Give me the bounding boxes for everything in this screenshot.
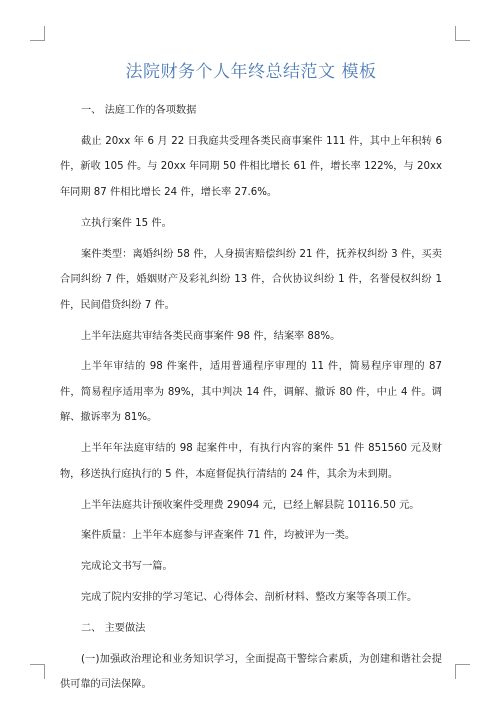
paragraph-case-types: 案件类型：离婚纠纷 58 件，人身损害赔偿纠纷 21 件，抚养权纠纷 3 件，买卖合同纠纷 7 件，婚姻财产及彩礼纠纷 13 件，合伙协议纠纷 1 件，名誉侵权纠纷 1 件，民间借贷纠纷 7 件。 <box>60 248 442 311</box>
document-body <box>60 60 442 703</box>
paragraph-fees: 上半年法庭共计预收案件受理费 29094 元，已经上解县院 10116.50 元。 <box>81 499 420 511</box>
paragraph-case-totals: 截止 20xx 年 6 月 22 日我庭共受理各类民商事案件 111 件，其中上年积转 6 件，新收 105 件。与 20xx 年同期 50 件相比增长 61 件，增长率 122%，与 20xx 年同期 87 件相比增长 24 件，增长率 27.6%。 <box>60 135 442 198</box>
corner-mark-bottom-right <box>455 664 470 679</box>
paragraph-thesis: 完成论文书写一篇。 <box>81 561 173 573</box>
paragraph-political-study: (一)加强政治理论和业务知识学习，全面提高干警综合素质，为创建和谐社会提供可靠的司法保障。 <box>60 653 442 691</box>
paragraph-case-quality: 案件质量：上半年本庭参与评查案件 71 件，均被评为一类。 <box>81 530 356 542</box>
corner-mark-bottom-left <box>30 664 45 679</box>
paragraph-closed-cases: 上半年法庭共审结各类民商事案件 98 件，结案率 88%。 <box>81 330 341 342</box>
corner-mark-top-left <box>30 26 45 41</box>
paragraph-study-work: 完成了院内安排的学习笔记、心得体会、剖析材料、整改方案等各项工作。 <box>81 591 418 603</box>
document-title: 法院财务个人年终总结范文 模板 <box>125 62 377 82</box>
section-heading-1: 一、 法庭工作的各项数据 <box>81 105 197 116</box>
section-heading-2: 二、 主要做法 <box>81 622 146 634</box>
corner-mark-top-right <box>455 26 470 41</box>
paragraph-execution-content: 上半年年法庭审结的 98 起案件中，有执行内容的案件 51 件 851560 元及财物，移送执行庭执行的 5 件，本庭督促执行清结的 24 件，其余为未到期。 <box>60 443 442 480</box>
paragraph-procedure-stats: 上半年审结的 98 件案件，适用普通程序审理的 11 件，简易程序审理的 87 件，简易程序适用率为 89%，其中判决 14 件，调解、撤诉 80 件，中止 4 件。调解、撤诉率为 81%。 <box>60 361 442 424</box>
paragraph-execution-cases: 立执行案件 15 件。 <box>81 217 172 229</box>
